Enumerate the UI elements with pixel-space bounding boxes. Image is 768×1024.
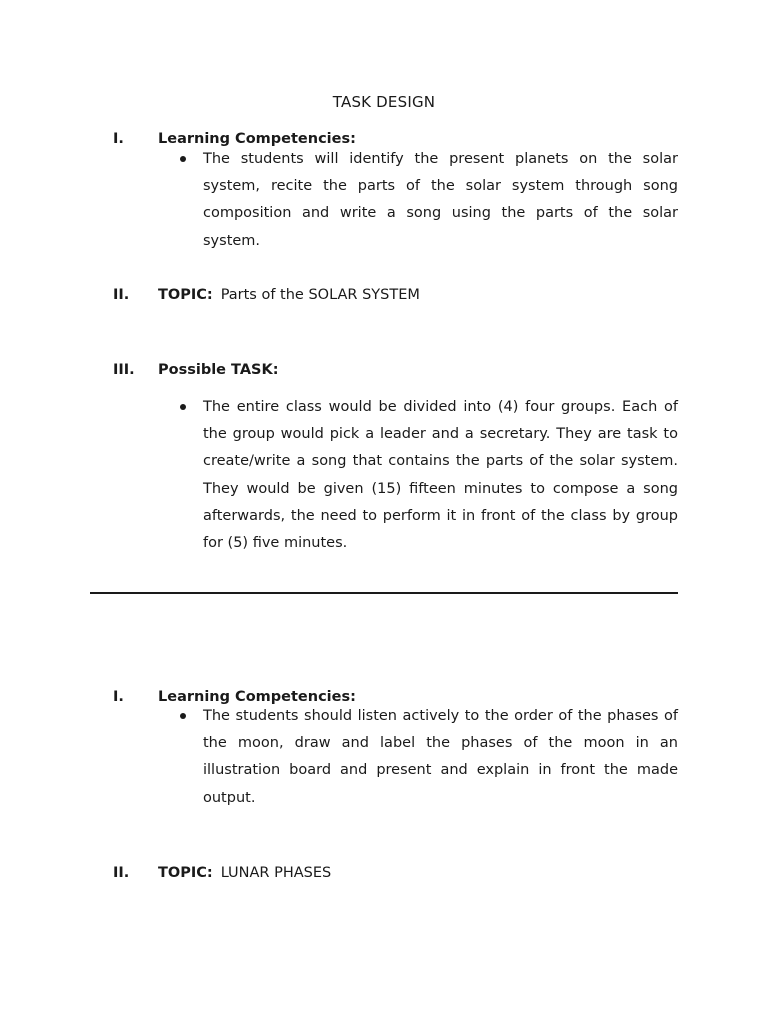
section1-topic-label: TOPIC:: [158, 287, 213, 303]
section1-topic-heading: [158, 287, 420, 303]
document-title: TASK DESIGN: [332, 93, 436, 111]
section-divider: [90, 592, 678, 594]
section1-competencies-heading: Learning Competencies:: [158, 131, 356, 147]
section2-topic-value: LUNAR PHASES: [220, 865, 332, 881]
section1-task-heading: Possible TASK:: [158, 362, 279, 378]
section1-task-list: [158, 394, 678, 557]
bullet-icon: [180, 156, 186, 162]
section1-task-numeral: III.: [113, 362, 135, 378]
section1-task-text: The entire class would be divided into (4) four groups. Each of the group would pick a leader and a secretary. They are task to create/write a song that contains the parts of the solar system. They would be given (15) fifteen minutes to compose a song afterwards, the need to perform it in front of the class by group for (5) five minutes.: [203, 399, 678, 552]
section1-competencies-numeral: I.: [113, 131, 124, 147]
bullet-icon: [180, 713, 186, 719]
section1-topic-value: Parts of the SOLAR SYSTEM: [220, 287, 420, 303]
section1-topic-numeral: II.: [113, 287, 130, 303]
bullet-icon: [180, 404, 186, 410]
section2-topic-label: TOPIC:: [158, 865, 213, 881]
section2-competencies-heading: Learning Competencies:: [158, 689, 356, 705]
section2-competencies-numeral: I.: [113, 689, 124, 705]
section2-competencies-list: [158, 703, 678, 812]
section2-topic-heading: [158, 865, 331, 881]
section2-topic-numeral: II.: [113, 865, 130, 881]
section2-competencies-text: The students should listen actively to the order of the phases of the moon, draw and label the phases of the moon in an illustration board and present and explain in front the made output.: [203, 708, 678, 806]
list-item: [158, 394, 678, 557]
section1-competencies-list: [158, 146, 678, 255]
list-item: [158, 146, 678, 255]
list-item: [158, 703, 678, 812]
section1-competencies-text: The students will identify the present planets on the solar system, recite the parts of the solar system through song composition and write a song using the parts of the solar system.: [203, 151, 678, 249]
